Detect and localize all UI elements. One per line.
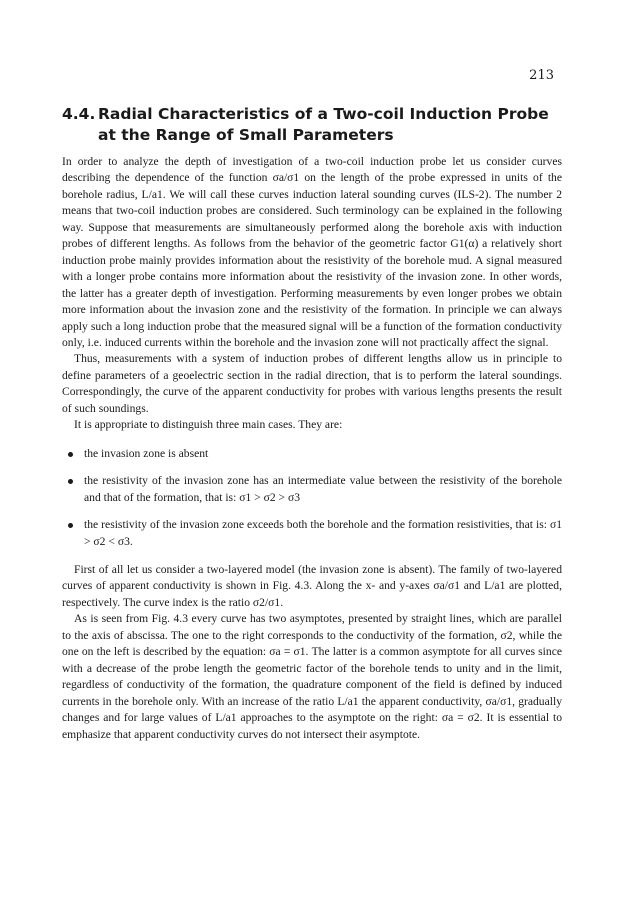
section-number: 4.4. (62, 105, 96, 123)
paragraph-lateral-soundings: Thus, measurements with a system of induction probes of different lengths allow us in principle to define parameters of a geoelectric section in the radial direction, that is to perform the lateral soundings. Correspondingly, the curve of the apparent conductivity for probes with various lengths presents the result of such soundings. (62, 352, 562, 415)
paragraph-three-cases: It is appropriate to distinguish three main cases. They are: (74, 418, 343, 432)
list-item (62, 473, 562, 506)
list-item (62, 446, 562, 462)
bullet-icon (68, 523, 73, 528)
section-title: Radial Characteristics of a Two-coil Induction Probe at the Range of Small Parameters (98, 105, 549, 144)
paragraph-asymptotes: As is seen from Fig. 4.3 every curve has two asymptotes, presented by straight lines, which are parallel to the axis of abscissa. The one to the right corresponds to the conductivity of the formation, σ2, while the one on the left is described by the equation: σa = σ1. The latter is a common asymptote for all curves since with a decrease of the probe length the geometric factor of the borehole tends to unity and in the limit, regardless of conductivity of the formation, the quadrature component of the field is defined by induced currents in the borehole only. With an increase of the ratio L/a1 the apparent conductivity, σa/σ1, gradually changes and for large values of L/a1 approaches to the asymptote on the right: σa = σ2. It is essential to emphasize that apparent conductivity curves do not intersect their asymptote. (62, 612, 562, 741)
bullet-icon (68, 479, 73, 484)
section-heading (62, 104, 562, 146)
paragraph-two-layer-model: First of all let us consider a two-layered model (the invasion zone is absent). The family of two-layered curves of apparent conductivity is shown in Fig. 4.3. Along the x- and y-axes σa/σ1 and L/a1 are plotted, respectively. The curve index is the ratio σ2/σ1. (62, 562, 562, 609)
case-text: the invasion zone is absent (84, 446, 209, 460)
bullet-icon (68, 452, 73, 457)
case-text: the resistivity of the invasion zone has an intermediate value between the resistivity of the borehole and that of the formation, that is: σ1 > σ2 > σ3 (84, 474, 562, 504)
paragraph-intro: In order to analyze the depth of investigation of a two-coil induction probe let us consider curves describing the dependence of the function σa/σ1 on the length of the probe expressed in units of the borehole radius, L/a1. We will call these curves induction lateral sounding curves (ILS-2). The number 2 means that two-coil induction probes are considered. Such terminology can be explained in the following way. Suppose that measurements are simultaneously performed along the borehole axis with induction probes of different lengths. As follows from the behavior of the geometric factor G1(α) a relatively short induction probe mainly provides information about the resistivity of the borehole mud. A signal measured with a longer probe contains more information about the resistivity of the invasion zone. In other words, the latter has a greater depth of investigation. Performing measurements by even longer probes we obtain more information about the invasion zone and the resistivity of the formation. In principle we can always apply such a long induction probe that the measured signal will be a function of the formation conductivity only, i.e. induced currents within the borehole and the invasion zone will not practically affect the signal. (62, 155, 562, 349)
list-item (62, 517, 562, 550)
body-text (62, 154, 562, 743)
case-text: the resistivity of the invasion zone exceeds both the borehole and the formation resistivities, that is: σ1 > σ2 < σ3. (84, 518, 562, 548)
cases-list (62, 446, 562, 550)
page-number: 213 (529, 68, 554, 83)
